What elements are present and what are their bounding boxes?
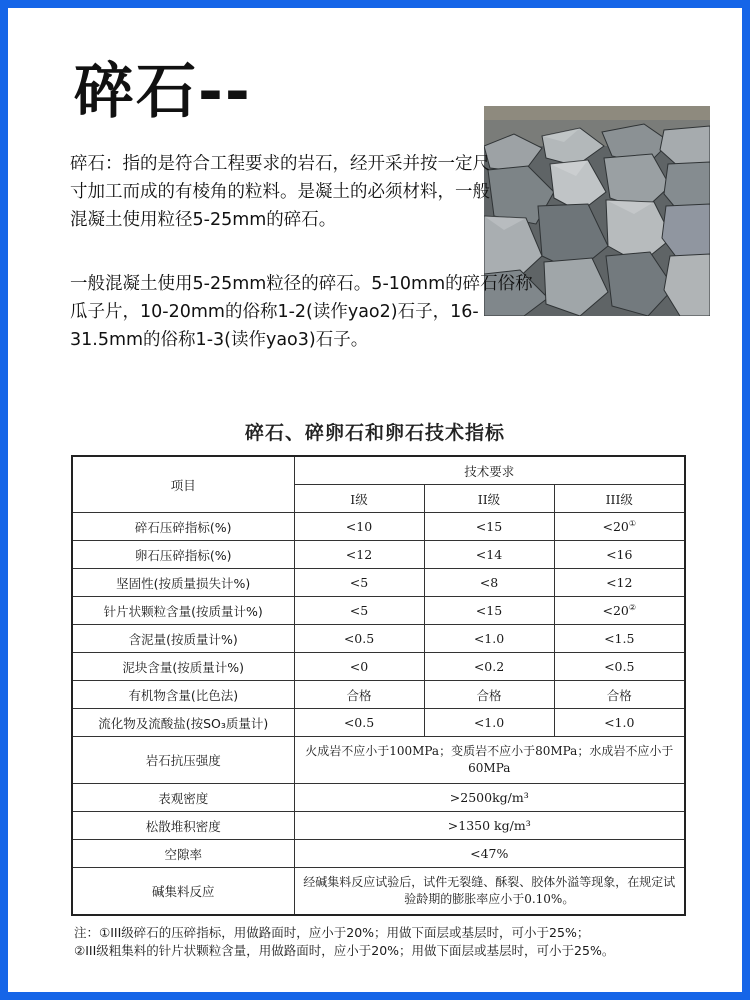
- row-name: 表观密度: [72, 784, 294, 812]
- row-name: 流化物及流酸盐(按SO₃质量计): [72, 709, 294, 737]
- table-header-row: [72, 456, 685, 485]
- document-card: [8, 8, 742, 992]
- grade-3-value: <0.5: [554, 653, 685, 681]
- grade-2-value: <14: [424, 541, 554, 569]
- grade-1-value: <0: [294, 653, 424, 681]
- footnote-marker: ①: [628, 518, 637, 528]
- table-row: [72, 541, 685, 569]
- grade-1-value: <0.5: [294, 709, 424, 737]
- grade-1-value: <0.5: [294, 625, 424, 653]
- grade-2-value: <0.2: [424, 653, 554, 681]
- row-name: 空隙率: [72, 840, 294, 868]
- grade-2-value: <1.0: [424, 709, 554, 737]
- grade-3-value: <16: [554, 541, 685, 569]
- header-tech-requirements: 技术要求: [294, 456, 685, 485]
- row-name: 坚固性(按质量损失计%): [72, 569, 294, 597]
- table-row: [72, 709, 685, 737]
- page-title: 碎石--: [74, 57, 252, 127]
- grade-1-value: <5: [294, 569, 424, 597]
- grade-1-value: <10: [294, 513, 424, 541]
- grade-3: III级: [554, 485, 685, 513]
- grade-1-value: 合格: [294, 681, 424, 709]
- row-name: 碱集料反应: [72, 868, 294, 916]
- grade-3-value: 合格: [554, 681, 685, 709]
- grade-2-value: <15: [424, 597, 554, 625]
- grade-2-value: <8: [424, 569, 554, 597]
- grade-2-value: 合格: [424, 681, 554, 709]
- row-name: 泥块含量(按质量计%): [72, 653, 294, 681]
- row-value: >1350 kg/m³: [294, 812, 685, 840]
- grade-2-value: <15: [424, 513, 554, 541]
- row-name: 碎石压碎指标(%): [72, 513, 294, 541]
- footnote-marker: ②: [628, 602, 637, 612]
- intro-paragraph: 碎石：指的是符合工程要求的岩石，经开采并按一定尺寸加工而成的有棱角的粒料。是凝土的必须材料，一般混凝土使用粒径5-25mm的碎石。: [70, 154, 490, 230]
- table-row: [72, 681, 685, 709]
- table-row: [72, 597, 685, 625]
- row-name: 有机物含量(比色法): [72, 681, 294, 709]
- grade-1-value: <5: [294, 597, 424, 625]
- row-value: 火成岩不应小于100MPa；变质岩不应小于80MPa；水成岩不应小于60MPa: [294, 737, 685, 784]
- table-title: 碎石、碎卵石和卵石技术指标: [244, 422, 505, 444]
- row-name: 含泥量(按质量计%): [72, 625, 294, 653]
- table-row: [72, 625, 685, 653]
- grade-3-value: [554, 597, 685, 625]
- row-name: 松散堆积密度: [72, 812, 294, 840]
- table-row: [72, 812, 685, 840]
- note-line-1: 注：①III级碎石的压碎指标，用做路面时，应小于20%；用做下面层或基层时，可小于25%；: [74, 925, 590, 940]
- grade-2-value: <1.0: [424, 625, 554, 653]
- grade-3-value: <1.0: [554, 709, 685, 737]
- grade-3-value-text: <20: [602, 519, 629, 535]
- table-row: [72, 784, 685, 812]
- grade-3-value: [554, 513, 685, 541]
- table-notes: [74, 924, 714, 960]
- row-name: 卵石压碎指标(%): [72, 541, 294, 569]
- row-value: <47%: [294, 840, 685, 868]
- table-row: [72, 513, 685, 541]
- header-item: 项目: [72, 456, 294, 513]
- note-line-2: ②III级粗集料的针片状颗粒含量，用做路面时，应小于20%；用做下面层或基层时，可小于25%。: [74, 943, 615, 958]
- grade-3-value: <1.5: [554, 625, 685, 653]
- grade-1: I级: [294, 485, 424, 513]
- grade-3-value-text: <20: [602, 603, 629, 619]
- row-value: >2500kg/m³: [294, 784, 685, 812]
- spec-table: [71, 455, 686, 916]
- table-row: [72, 569, 685, 597]
- grade-1-value: <12: [294, 541, 424, 569]
- grade-3-value: <12: [554, 569, 685, 597]
- row-name: 针片状颗粒含量(按质量计%): [72, 597, 294, 625]
- row-name: 岩石抗压强度: [72, 737, 294, 784]
- table-row: [72, 840, 685, 868]
- row-value: 经碱集料反应试验后，试件无裂缝、酥裂、胶体外溢等现象，在规定试验龄期的膨胀率应小于0.10%。: [294, 868, 685, 916]
- grading-paragraph: 一般混凝土使用5-25mm粒径的碎石。5-10mm的碎石俗称瓜子片，10-20mm的俗称1-2(读作yao2)石子，16-31.5mm的俗称1-3(读作yao3)石子。: [70, 274, 533, 350]
- table-row: [72, 737, 685, 784]
- grade-2: II级: [424, 485, 554, 513]
- table-row: [72, 653, 685, 681]
- table-row: [72, 868, 685, 916]
